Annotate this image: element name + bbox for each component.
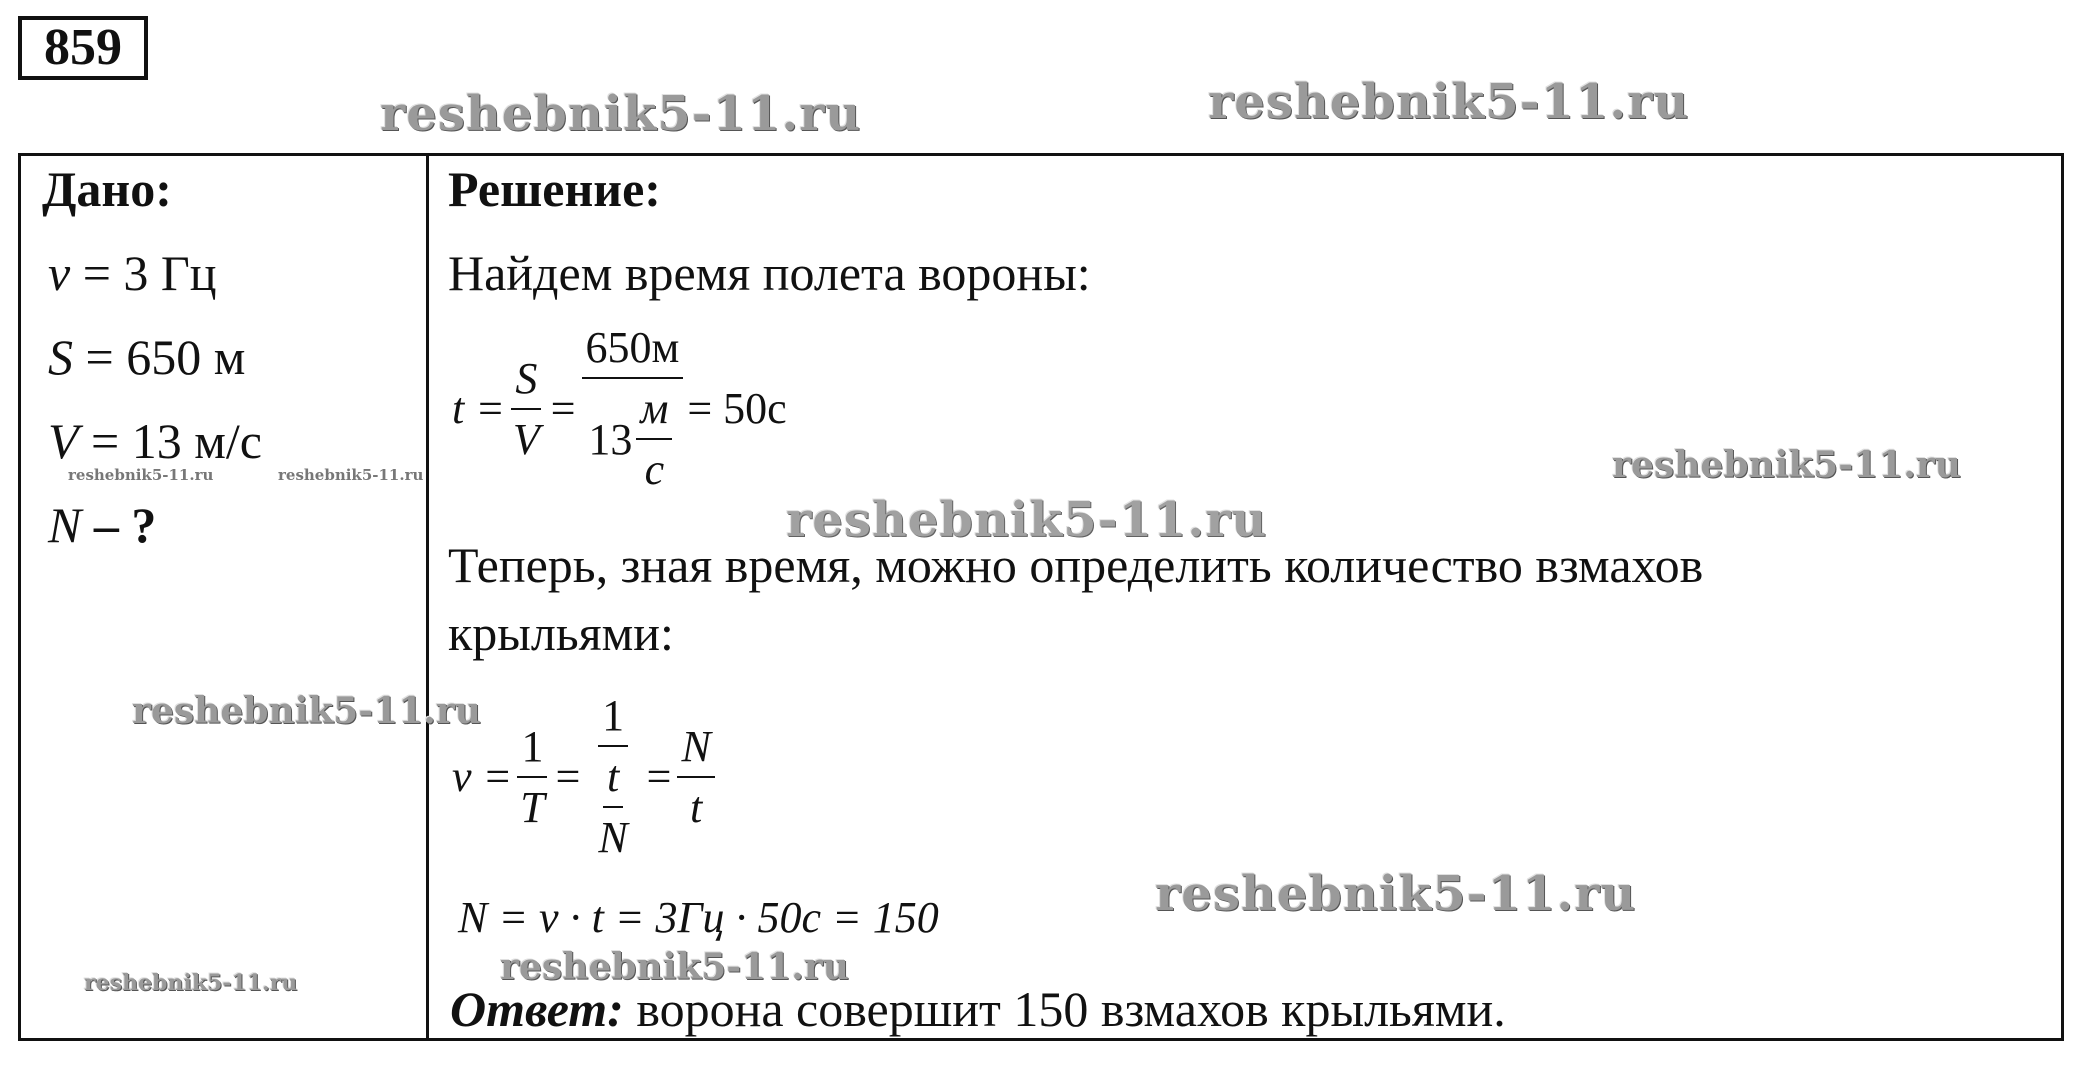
eq1-f1-numerator: S [511,353,541,410]
eq2-f3-numerator: N [677,721,714,778]
fraction-one-over-t-over-n [586,690,639,863]
given-item-unknown [48,496,156,554]
watermark-logo: reshebnik5-11.ru [786,492,1268,548]
fraction-t-over-n [594,751,631,863]
solution-header: Решение: [448,161,661,217]
watermark-logo: reshebnik5-11.ru [278,466,424,484]
equation-wing-beats: N = ν · t = 3Гц · 50с = 150 [458,893,939,942]
fraction-distance-over-speed [582,322,684,495]
eq1-equals: = [547,384,578,433]
given-value: = 650 м [85,329,246,385]
eq1-result: = 50с [687,384,787,433]
given-value: = 13 м/с [91,413,262,469]
eq2-f1-denominator: T [520,782,545,832]
fraction-one-over-t-period [516,721,548,833]
eq2-lhs: ν = [452,752,513,801]
watermark-logo: reshebnik5-11.ru [380,86,862,142]
eq1-lhs: t = [452,384,505,433]
eq2-equals-b: = [643,752,674,801]
eq2-f1-numerator: 1 [517,721,547,778]
given-value: = 3 Гц [82,245,217,301]
given-item-frequency [48,244,217,302]
given-value: – ? [93,497,157,553]
answer-label: Ответ: [450,981,624,1037]
eq1-f2-numerator: 650м [582,322,684,379]
eq1-unit-denominator: с [644,445,665,494]
fraction-s-over-v [509,353,544,465]
given-item-speed [48,412,262,470]
answer-line [450,980,1506,1038]
eq2-f3-denominator: t [690,782,703,832]
equation-frequency [452,690,719,863]
column-divider [426,153,429,1041]
fraction-n-over-t [677,721,714,833]
eq2-f2-denominator [586,747,639,863]
eq1-f2-den-int: 13 [588,414,633,464]
answer-text: ворона совершит 150 взмахов крыльями. [623,981,1506,1037]
given-symbol: ν [48,245,71,301]
eq1-f1-denominator: V [512,414,540,464]
given-symbol: S [48,329,73,385]
eq1-unit-numerator: м [636,383,672,440]
watermark-logo: reshebnik5-11.ru [132,690,481,732]
solution-step1-text: Найдем время полета вороны: [448,245,1091,301]
problem-number: 859 [18,16,148,80]
watermark-logo: reshebnik5-11.ru [1155,866,1637,922]
equation-time [452,322,787,495]
given-header: Дано: [42,161,172,217]
given-symbol: V [48,413,79,469]
given-item-distance [48,328,245,386]
eq2-inner-denominator: N [598,813,628,862]
eq1-f2-denominator [584,379,680,495]
solution-step2-line1: Теперь, зная время, можно определить количество взмахов [448,537,1704,593]
solution-step2-line2: крыльями: [448,605,674,661]
given-symbol: N [48,497,82,553]
eq2-inner-numerator: t [603,751,623,808]
watermark-logo: reshebnik5-11.ru [1208,74,1690,130]
watermark-logo: reshebnik5-11.ru [1612,444,1961,486]
eq2-equals-a: = [552,752,583,801]
watermark-logo: reshebnik5-11.ru [68,466,214,484]
unit-fraction-m-per-s [636,383,672,495]
watermark-logo: reshebnik5-11.ru [84,970,298,996]
eq2-f2-numerator: 1 [598,690,628,747]
watermark-logo: reshebnik5-11.ru [500,946,849,988]
